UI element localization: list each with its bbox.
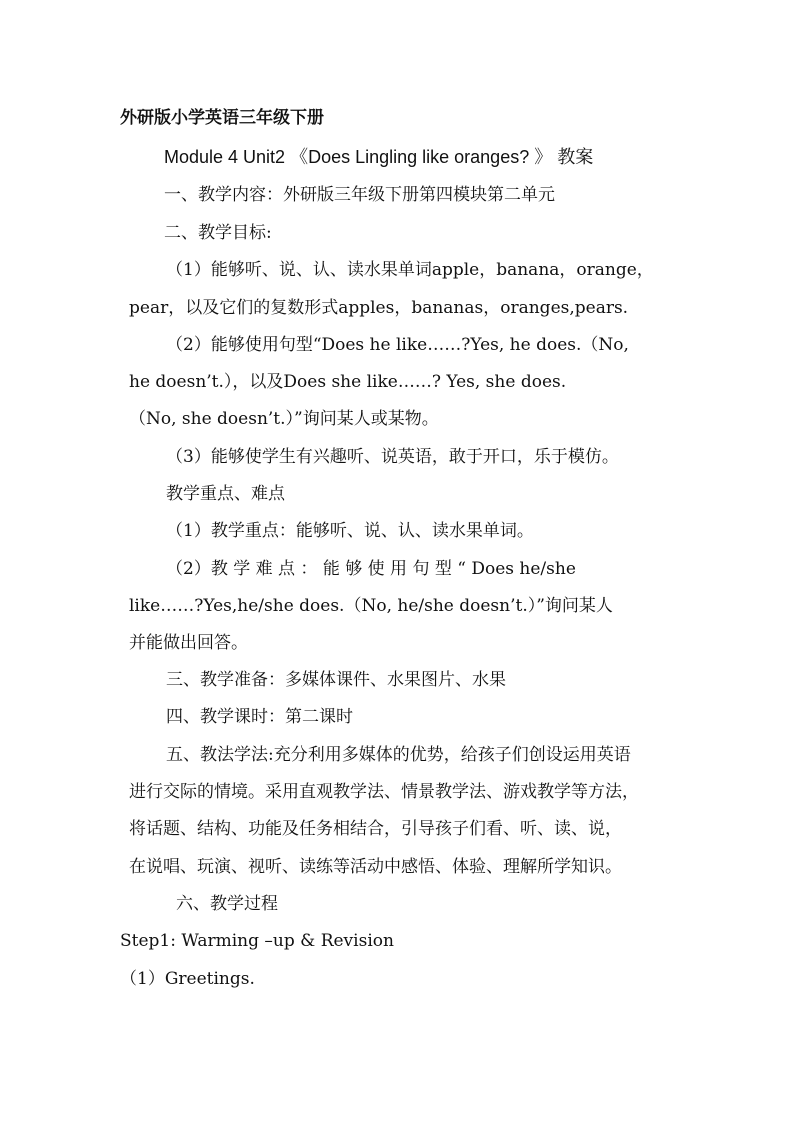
document-title-text: Module 4 Unit2 《Does Lingling like oranges? 》 教案 bbox=[164, 147, 594, 167]
method-line2: 进行交际的情境。采用直观教学法、情景教学法、游戏教学等方法， bbox=[129, 782, 639, 802]
goal2-line3: （No, she doesn’t.）”询问某人或某物。 bbox=[129, 409, 439, 429]
keypoint-2-line2: like……?Yes,he/she does.（No, he/she doesn’t.）”询问某人 bbox=[129, 596, 613, 616]
keypoints-title: 教学重点、难点 bbox=[166, 484, 285, 504]
document-header: 外研版小学英语三年级下册 bbox=[120, 108, 324, 128]
goal2-line2: he doesn’t.），以及Does she like……? Yes, she does. bbox=[129, 372, 567, 392]
document-title bbox=[164, 145, 593, 170]
keypoint-2-line3: 并能做出回答。 bbox=[129, 633, 248, 653]
step1-heading: Step1: Warming –up & Revision bbox=[120, 931, 394, 951]
keypoint-1: （1）教学重点：能够听、说、认、读水果单词。 bbox=[166, 521, 534, 541]
method-line4: 在说唱、玩演、视听、读练等活动中感悟、体验、理解所学知识。 bbox=[129, 857, 622, 877]
method-line1: 五、教法学法:充分利用多媒体的优势，给孩子们创设运用英语 bbox=[166, 745, 631, 765]
keypoint-2-line1: （2）教 学 难 点 ： 能 够 使 用 句 型 “ Does he/she bbox=[166, 559, 576, 579]
section-content: 一、教学内容：外研版三年级下册第四模块第二单元 bbox=[164, 185, 555, 205]
goal3: （3）能够使学生有兴趣听、说英语，敢于开口，乐于模仿。 bbox=[166, 447, 619, 467]
section-hours: 四、教学课时：第二课时 bbox=[166, 707, 353, 727]
section-goals-title: 二、教学目标: bbox=[164, 223, 272, 243]
greetings-item: （1）Greetings. bbox=[120, 969, 255, 989]
method-line3: 将话题、结构、功能及任务相结合，引导孩子们看、听、读、说， bbox=[129, 819, 622, 839]
section-prep: 三、教学准备：多媒体课件、水果图片、水果 bbox=[166, 670, 506, 690]
goal1-line2: pear，以及它们的复数形式apples，bananas，oranges,pears. bbox=[129, 298, 629, 318]
process-title: 六、教学过程 bbox=[176, 894, 278, 914]
goal1-line1: （1）能够听、说、认、读水果单词apple，banana，orange， bbox=[166, 260, 654, 280]
goal2-line1: （2）能够使用句型“Does he like……?Yes, he does.（No, bbox=[166, 335, 629, 355]
